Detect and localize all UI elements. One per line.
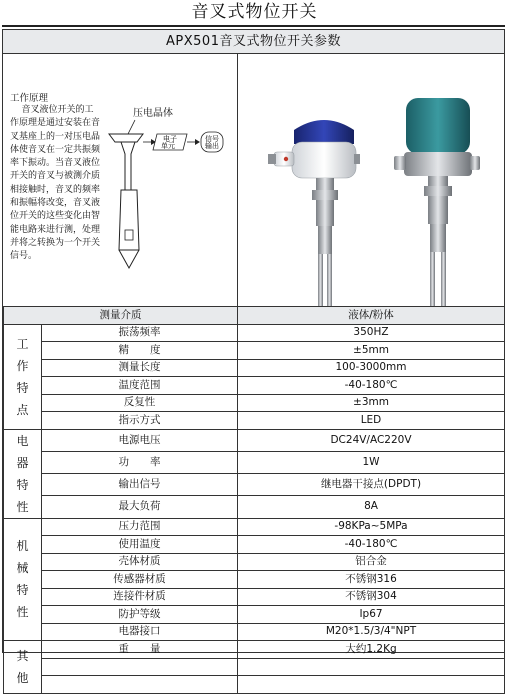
- spec-value: 继电器干接点(DPDT): [238, 474, 505, 496]
- table-row: [4, 518, 505, 536]
- table-row: [4, 377, 505, 395]
- spec-label: 压力范围: [42, 518, 238, 536]
- spec-label: 使用温度: [42, 536, 238, 554]
- table-row: [4, 623, 505, 641]
- teal-cap-switch-image: [368, 54, 504, 306]
- spec-value: -40-180℃: [238, 377, 505, 395]
- table-header-row: [4, 307, 505, 325]
- spec-value: 100-3000mm: [238, 359, 505, 377]
- spec-label: 防护等级: [42, 606, 238, 624]
- table-row: [4, 394, 505, 412]
- table-row: [4, 324, 505, 342]
- spec-label: [42, 658, 238, 676]
- table-row: [4, 588, 505, 606]
- spec-value: 8A: [238, 496, 505, 518]
- spec-value: ±5mm: [238, 342, 505, 360]
- table-row: [4, 342, 505, 360]
- table-row: [4, 474, 505, 496]
- page-title: 音叉式物位开关: [191, 2, 318, 22]
- group-name-char: 机: [16, 539, 29, 554]
- medium-label: 测量介质: [4, 307, 238, 325]
- spec-value: 大约1.2Kg: [238, 641, 505, 659]
- principle-text: 音叉液位开关的工作原理是通过安装在音叉基座上的一对压电晶体使音叉在一定共振频率下振动。当音叉液位开关的音叉与被测介质相接触时，音叉的频率和振幅将改变，音叉液位开关的这些变化由智能电路来进行测，处理并将之转换为一个开关信号。: [10, 105, 101, 262]
- product-photos: [238, 54, 504, 306]
- signal-output-line2: 输出: [205, 142, 219, 150]
- spec-value: [238, 676, 505, 694]
- electronic-unit-line2: 单元: [161, 142, 175, 150]
- spec-label: 反复性: [42, 394, 238, 412]
- group-name-cell: [4, 429, 42, 518]
- spec-table: [3, 306, 505, 694]
- table-row: [4, 571, 505, 589]
- spec-label: 振荡频率: [42, 324, 238, 342]
- group-name-char: 特: [16, 380, 29, 395]
- group-name-cell: [4, 324, 42, 429]
- spec-label: 最大负荷: [42, 496, 238, 518]
- spec-value: [238, 658, 505, 676]
- spec-value: DC24V/AC220V: [238, 429, 505, 451]
- signal-output-line1: 信号: [205, 135, 219, 143]
- medium-value: 液体/粉体: [238, 307, 505, 325]
- spec-label: [42, 676, 238, 694]
- table-row: [4, 606, 505, 624]
- table-row: [4, 412, 505, 430]
- spec-value: -98KPa~5MPa: [238, 518, 505, 536]
- group-name-cell: [4, 641, 42, 694]
- spec-value: LED: [238, 412, 505, 430]
- group-name-char: 作: [16, 358, 29, 373]
- blue-cap-switch-image: [238, 54, 368, 306]
- spec-sheet: [2, 29, 505, 685]
- spec-label: 测量长度: [42, 359, 238, 377]
- table-row: [4, 496, 505, 518]
- spec-label: 重 量: [42, 641, 238, 659]
- table-row: [4, 553, 505, 571]
- table-row: [4, 676, 505, 694]
- group-name-char: 工: [16, 336, 29, 351]
- table-row: [4, 658, 505, 676]
- title-rule: [2, 25, 505, 27]
- group-name-cell: [4, 518, 42, 641]
- table-row: [4, 536, 505, 554]
- spec-label: 精 度: [42, 342, 238, 360]
- table-row: [4, 359, 505, 377]
- spec-label: 连接件材质: [42, 588, 238, 606]
- spec-value: ±3mm: [238, 394, 505, 412]
- spec-label: 电器接口: [42, 623, 238, 641]
- spec-value: 铝合金: [238, 553, 505, 571]
- group-name-char: 械: [16, 561, 29, 576]
- spec-value: Ip67: [238, 606, 505, 624]
- principle-heading: 工作原理: [10, 93, 49, 104]
- group-name-char: 性: [16, 499, 29, 514]
- spec-value: -40-180℃: [238, 536, 505, 554]
- group-name-char: 其: [16, 648, 29, 663]
- group-name-char: 特: [16, 583, 29, 598]
- spec-value: 不锈钢316: [238, 571, 505, 589]
- crystal-label: 压电晶体: [133, 108, 173, 119]
- sheet-subtitle: APX501音叉式物位开关参数: [3, 30, 504, 54]
- group-name-char: 特: [16, 477, 29, 492]
- group-name-char: 器: [16, 455, 29, 470]
- group-name-char: 性: [16, 605, 29, 620]
- spec-value: 350HZ: [238, 324, 505, 342]
- group-name-char: 点: [16, 402, 29, 417]
- table-row: [4, 429, 505, 451]
- spec-label: 指示方式: [42, 412, 238, 430]
- tuning-fork-diagram: [103, 90, 235, 290]
- spec-label: 功 率: [42, 451, 238, 473]
- spec-label: 温度范围: [42, 377, 238, 395]
- spec-label: 输出信号: [42, 474, 238, 496]
- electronic-unit-line1: 电子: [163, 135, 177, 143]
- table-row: [4, 451, 505, 473]
- spec-value: M20*1.5/3/4"NPT: [238, 623, 505, 641]
- spec-label: 电源电压: [42, 429, 238, 451]
- spec-value: 不锈钢304: [238, 588, 505, 606]
- spec-value: 1W: [238, 451, 505, 473]
- principle-panel: [3, 54, 238, 306]
- spec-label: 传感器材质: [42, 571, 238, 589]
- group-name-char: 电: [16, 433, 29, 448]
- spec-label: 壳体材质: [42, 553, 238, 571]
- table-row: [4, 641, 505, 659]
- group-name-char: 他: [16, 670, 29, 685]
